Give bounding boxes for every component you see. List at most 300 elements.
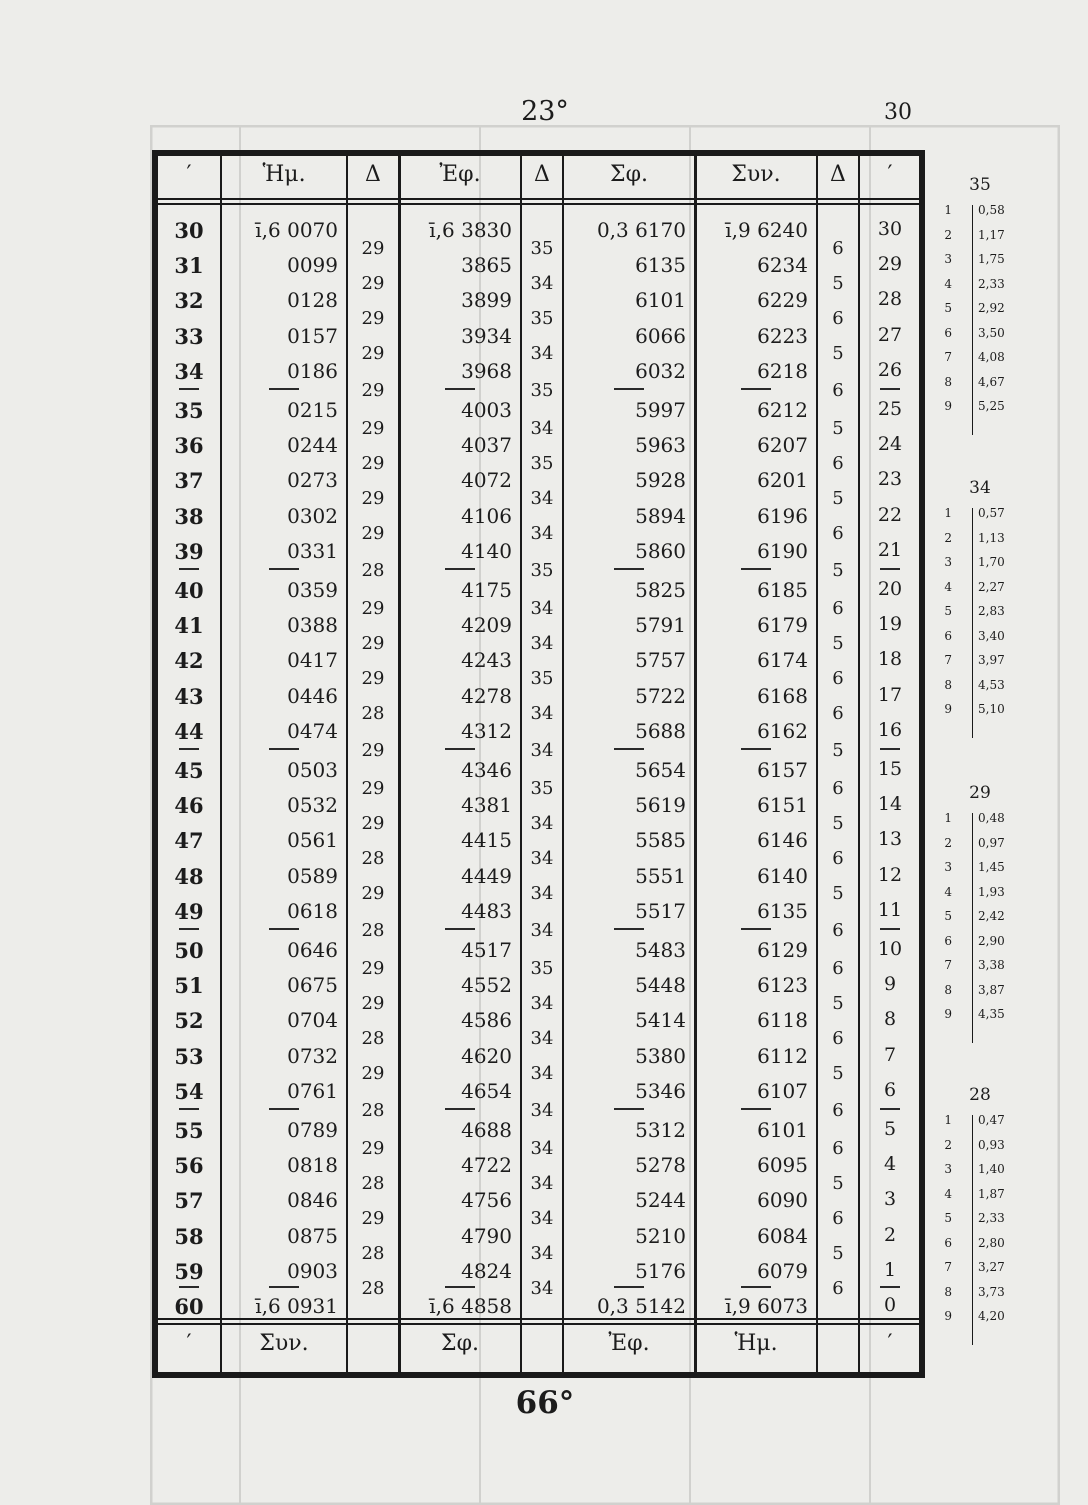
- hm-value: 0675: [287, 973, 338, 998]
- minute-label: 44: [174, 718, 204, 744]
- prop-parts-index: 5: [944, 909, 952, 923]
- prop-parts-index: 1: [944, 203, 952, 217]
- minute-label: 46: [174, 793, 204, 819]
- prop-parts-index: 5: [944, 301, 952, 315]
- diff-ef: 34: [530, 597, 554, 619]
- sf-value: 6135: [635, 253, 686, 278]
- prop-parts-index: 9: [944, 399, 952, 413]
- diff-syn: 6: [832, 523, 844, 545]
- minute-label-right: 12: [877, 863, 903, 886]
- prop-parts-index: 5: [944, 1211, 952, 1225]
- minute-label: 49: [174, 898, 204, 924]
- prop-parts-index: 3: [944, 1162, 952, 1176]
- minute-label-right: 18: [877, 648, 903, 671]
- prop-parts-bracket: [972, 813, 973, 1043]
- diff-ef: 34: [530, 1100, 554, 1122]
- page-top-angle: 23°: [521, 96, 569, 127]
- diff-syn: 5: [832, 1243, 844, 1265]
- prop-parts-index: 8: [944, 677, 952, 692]
- hm-value: 0128: [287, 288, 338, 313]
- group-separator: [445, 928, 475, 930]
- group-separator: [741, 568, 771, 570]
- diff-hm: 29: [361, 272, 385, 294]
- minute-label: 48: [174, 863, 204, 889]
- sf-value: 5244: [635, 1188, 686, 1213]
- syn-value: 6123: [757, 973, 808, 998]
- minute-label: 35: [174, 398, 204, 423]
- column-header-top: Δ: [830, 162, 846, 187]
- group-separator: [445, 1108, 475, 1110]
- minute-label-right: 21: [877, 538, 903, 561]
- hm-value: 0244: [287, 433, 338, 458]
- prop-parts-index: 7: [944, 1260, 952, 1274]
- group-separator: [445, 1286, 475, 1288]
- sf-value: 5312: [635, 1118, 686, 1142]
- hm-value: 0903: [287, 1258, 338, 1283]
- prop-parts-index: 8: [944, 374, 952, 389]
- prop-parts-index: 4: [944, 276, 952, 291]
- prop-parts-head: 28: [969, 1085, 991, 1105]
- minute-label: 41: [174, 613, 204, 639]
- diff-syn: 5: [832, 272, 844, 294]
- prop-parts-index: 3: [944, 252, 952, 266]
- diff-ef: 35: [530, 308, 554, 329]
- sf-value: 0,3 5142: [596, 1294, 686, 1318]
- diff-syn: 5: [832, 560, 844, 582]
- footer-rule: [158, 1323, 920, 1325]
- prop-parts-value: 0,58: [978, 203, 1005, 217]
- diff-syn: 5: [832, 812, 844, 834]
- ef-value: 4381: [461, 793, 512, 818]
- prop-parts-value: 3,87: [978, 982, 1005, 997]
- minute-label-right: 24: [877, 433, 903, 456]
- diff-hm: 29: [361, 343, 385, 365]
- group-separator: [880, 928, 900, 930]
- diff-ef: 34: [530, 920, 554, 942]
- minute-label-right: 10: [877, 938, 903, 960]
- prop-parts-index: 6: [944, 1235, 952, 1250]
- hm-value: 0761: [287, 1078, 338, 1103]
- syn-value: 6196: [757, 503, 808, 528]
- hm-value: 0704: [287, 1008, 338, 1033]
- ef-value: 4106: [461, 503, 512, 528]
- syn-value: 6212: [757, 398, 808, 422]
- header-rule: [158, 203, 920, 205]
- prop-parts-value: 4,53: [978, 677, 1005, 692]
- minute-label-right: 2: [883, 1223, 897, 1246]
- sf-value: 5483: [635, 938, 686, 962]
- hm-value: 0789: [287, 1118, 338, 1142]
- syn-value: ī,9 6073: [725, 1294, 808, 1318]
- column-header-bottom: Συν.: [259, 1331, 309, 1356]
- diff-ef: 34: [530, 883, 554, 905]
- syn-value: 6223: [757, 323, 808, 348]
- minute-label-right: 13: [877, 828, 903, 851]
- ef-value: 3968: [461, 358, 512, 383]
- minute-label: 50: [174, 938, 204, 963]
- ef-value: ī,6 3830: [429, 218, 512, 242]
- sf-value: 5278: [635, 1153, 686, 1178]
- prop-parts-index: 8: [944, 1284, 952, 1299]
- minute-label: 38: [174, 503, 204, 529]
- diff-ef: 34: [530, 1243, 554, 1265]
- hm-value: 0532: [287, 793, 338, 818]
- hm-value: 0618: [287, 898, 338, 923]
- minute-label: 55: [174, 1118, 204, 1143]
- minute-label-right: 8: [883, 1008, 897, 1031]
- prop-parts-value: 1,45: [978, 860, 1005, 874]
- diff-hm: 28: [361, 1100, 385, 1122]
- syn-value: 6218: [757, 358, 808, 383]
- prop-parts-value: 1,75: [978, 252, 1005, 266]
- group-separator: [880, 1108, 900, 1110]
- diff-ef: 34: [530, 1063, 554, 1085]
- group-separator: [445, 568, 475, 570]
- diff-syn: 5: [832, 632, 844, 654]
- prop-parts-index: 5: [944, 604, 952, 618]
- diff-hm: 29: [361, 417, 385, 439]
- group-separator: [179, 928, 199, 930]
- prop-parts-index: 2: [944, 1137, 952, 1152]
- group-separator: [269, 568, 299, 570]
- diff-ef: 34: [530, 1028, 554, 1049]
- prop-parts-index: 2: [944, 530, 952, 545]
- prop-parts-value: 4,35: [978, 1007, 1005, 1021]
- diff-hm: 29: [361, 957, 385, 979]
- hm-value: ī,6 0070: [255, 218, 338, 242]
- diff-syn: 6: [832, 1278, 844, 1300]
- sf-value: 6032: [635, 358, 686, 383]
- prop-parts-value: 2,80: [978, 1235, 1005, 1250]
- minute-label-right: 11: [877, 898, 903, 921]
- diff-syn: 5: [832, 1172, 844, 1194]
- diff-hm: 28: [361, 703, 385, 725]
- group-separator: [269, 1108, 299, 1110]
- diff-hm: 29: [361, 668, 385, 689]
- prop-parts-value: 1,87: [978, 1186, 1005, 1201]
- diff-syn: 5: [832, 883, 844, 905]
- sf-value: 5380: [635, 1043, 686, 1068]
- minute-label: 56: [174, 1153, 204, 1179]
- sf-value: 5654: [635, 758, 686, 782]
- ef-value: 4037: [461, 433, 512, 458]
- group-separator: [880, 568, 900, 570]
- prop-parts-bracket: [972, 1115, 973, 1345]
- sf-value: 5688: [635, 718, 686, 743]
- minute-label: 39: [174, 538, 204, 564]
- minute-label-right: 19: [877, 613, 903, 636]
- hm-value: 0732: [287, 1043, 338, 1068]
- column-header-bottom: Σφ.: [441, 1331, 479, 1356]
- header-rule: [158, 198, 920, 200]
- sf-value: 5517: [635, 898, 686, 923]
- diff-hm: 29: [361, 597, 385, 619]
- sf-value: 5860: [635, 538, 686, 563]
- diff-ef: 34: [530, 1278, 554, 1300]
- minute-label-right: 17: [877, 683, 903, 706]
- hm-value: 0186: [287, 358, 338, 383]
- hm-value: 0474: [287, 718, 338, 743]
- diff-hm: 29: [361, 777, 385, 799]
- diff-syn: 6: [832, 957, 844, 979]
- diff-syn: 6: [832, 237, 844, 259]
- sf-value: 5210: [635, 1223, 686, 1248]
- ef-value: 4449: [461, 863, 512, 888]
- prop-parts-value: 2,90: [978, 933, 1005, 948]
- minute-label-right: 15: [877, 758, 903, 780]
- minute-label-right: 5: [883, 1118, 897, 1140]
- diff-ef: 34: [530, 1172, 554, 1194]
- diff-syn: 5: [832, 740, 844, 762]
- diff-syn: 6: [832, 1137, 844, 1159]
- diff-syn: 6: [832, 597, 844, 619]
- syn-value: 6201: [757, 468, 808, 493]
- ef-value: 4312: [461, 718, 512, 743]
- sf-value: 5791: [635, 613, 686, 638]
- syn-value: 6234: [757, 253, 808, 278]
- ef-value: 3865: [461, 253, 512, 278]
- diff-hm: 29: [361, 1063, 385, 1085]
- prop-parts-index: 3: [944, 860, 952, 874]
- column-header-top: Συν.: [731, 162, 781, 187]
- minute-label-right: 0: [883, 1294, 897, 1316]
- group-separator: [741, 1108, 771, 1110]
- hm-value: 0875: [287, 1223, 338, 1248]
- syn-value: 6135: [757, 898, 808, 923]
- sf-value: 6066: [635, 323, 686, 348]
- group-separator: [269, 928, 299, 930]
- prop-parts-index: 1: [944, 506, 952, 520]
- diff-syn: 5: [832, 992, 844, 1014]
- syn-value: 6140: [757, 863, 808, 888]
- diff-hm: 28: [361, 1243, 385, 1265]
- group-separator: [179, 1108, 199, 1110]
- ef-value: 4003: [461, 398, 512, 422]
- column-header-top: Ἐφ.: [439, 162, 481, 187]
- prop-parts-index: 2: [944, 227, 952, 242]
- prop-parts-value: 0,57: [978, 506, 1005, 520]
- group-separator: [741, 388, 771, 390]
- group-separator: [179, 748, 199, 750]
- ef-value: 4688: [461, 1118, 512, 1142]
- syn-value: 6229: [757, 288, 808, 313]
- diff-hm: 29: [361, 380, 385, 402]
- minute-label: 42: [174, 648, 204, 674]
- diff-hm: 28: [361, 560, 385, 582]
- prop-parts-index: 9: [944, 1007, 952, 1021]
- minute-label: 57: [174, 1188, 204, 1214]
- prop-parts-value: 5,10: [978, 702, 1005, 716]
- diff-hm: 29: [361, 992, 385, 1014]
- sf-value: 5894: [635, 503, 686, 528]
- hm-value: 0215: [287, 398, 338, 422]
- group-separator: [179, 568, 199, 570]
- minute-label: 60: [174, 1294, 204, 1319]
- diff-ef: 34: [530, 740, 554, 762]
- minute-label-right: 25: [877, 398, 903, 420]
- column-header-top: Δ: [365, 162, 381, 187]
- minute-label-right: 29: [877, 253, 903, 276]
- diff-hm: 29: [361, 308, 385, 329]
- diff-ef: 34: [530, 1137, 554, 1159]
- sf-value: 5928: [635, 468, 686, 493]
- prop-parts-value: 0,97: [978, 835, 1005, 850]
- ef-value: 4654: [461, 1078, 512, 1103]
- minute-label: 37: [174, 468, 204, 494]
- minute-label: 40: [174, 578, 204, 603]
- ef-value: 4415: [461, 828, 512, 853]
- minute-label: 51: [174, 973, 204, 999]
- sf-value: 5619: [635, 793, 686, 818]
- group-separator: [179, 388, 199, 390]
- diff-syn: 6: [832, 920, 844, 942]
- prop-parts-value: 2,27: [978, 579, 1005, 594]
- minute-label: 33: [174, 323, 204, 349]
- diff-hm: 28: [361, 1278, 385, 1300]
- diff-ef: 35: [530, 237, 554, 259]
- syn-value: 6079: [757, 1258, 808, 1283]
- prop-parts-index: 8: [944, 982, 952, 997]
- diff-ef: 35: [530, 777, 554, 799]
- diff-syn: 5: [832, 343, 844, 365]
- column-header-bottom: ′: [186, 1331, 192, 1356]
- prop-parts-index: 4: [944, 579, 952, 594]
- sf-value: 5414: [635, 1008, 686, 1033]
- diff-ef: 34: [530, 272, 554, 294]
- group-separator: [741, 1286, 771, 1288]
- minute-label: 52: [174, 1008, 204, 1034]
- group-separator: [614, 388, 644, 390]
- ef-value: 4620: [461, 1043, 512, 1068]
- group-separator: [614, 1286, 644, 1288]
- prop-parts-value: 2,92: [978, 301, 1005, 315]
- sf-value: 5722: [635, 683, 686, 708]
- prop-parts-value: 2,83: [978, 604, 1005, 618]
- syn-value: 6151: [757, 793, 808, 818]
- syn-value: 6112: [757, 1043, 808, 1068]
- diff-hm: 28: [361, 1028, 385, 1049]
- ef-value: 3899: [461, 288, 512, 313]
- prop-parts-value: 4,67: [978, 374, 1005, 389]
- group-separator: [445, 388, 475, 390]
- group-separator: [179, 1286, 199, 1288]
- hm-value: 0561: [287, 828, 338, 853]
- prop-parts-index: 7: [944, 653, 952, 667]
- hm-value: 0589: [287, 863, 338, 888]
- sf-value: 5997: [635, 398, 686, 422]
- ef-value: 4175: [461, 578, 512, 602]
- ef-value: 4072: [461, 468, 512, 493]
- prop-parts-index: 1: [944, 811, 952, 825]
- hm-value: ī,6 0931: [255, 1294, 338, 1318]
- diff-syn: 6: [832, 1100, 844, 1122]
- prop-parts-head: 29: [969, 783, 991, 803]
- column-header-top: Σφ.: [610, 162, 648, 187]
- diff-hm: 29: [361, 237, 385, 259]
- minute-label-right: 6: [883, 1078, 897, 1101]
- prop-parts-index: 9: [944, 702, 952, 716]
- ef-value: 4209: [461, 613, 512, 638]
- diff-ef: 34: [530, 1208, 554, 1229]
- diff-syn: 6: [832, 308, 844, 329]
- hm-value: 0331: [287, 538, 338, 563]
- group-separator: [614, 748, 644, 750]
- minute-label: 58: [174, 1223, 204, 1249]
- prop-parts-index: 1: [944, 1113, 952, 1127]
- prop-parts-index: 6: [944, 325, 952, 340]
- hm-value: 0388: [287, 613, 338, 638]
- column-header-bottom: Ἡμ.: [734, 1331, 778, 1356]
- diff-ef: 34: [530, 703, 554, 725]
- minute-label: 36: [174, 433, 204, 459]
- hm-value: 0846: [287, 1188, 338, 1213]
- ef-value: 3934: [461, 323, 512, 348]
- group-separator: [741, 748, 771, 750]
- syn-value: 6157: [757, 758, 808, 782]
- diff-hm: 28: [361, 920, 385, 942]
- prop-parts-value: 4,08: [978, 350, 1005, 364]
- prop-parts-value: 3,38: [978, 958, 1005, 972]
- diff-ef: 35: [530, 380, 554, 402]
- prop-parts-value: 4,20: [978, 1309, 1005, 1323]
- hm-value: 0099: [287, 253, 338, 278]
- hm-value: 0359: [287, 578, 338, 602]
- column-header-top: ′: [186, 162, 192, 187]
- minute-label: 45: [174, 758, 204, 783]
- column-header-top: ′: [887, 162, 893, 187]
- ef-value: ī,6 4858: [429, 1294, 512, 1318]
- prop-parts-value: 0,48: [978, 811, 1005, 825]
- prop-parts-value: 3,97: [978, 653, 1005, 667]
- page-number: 30: [884, 100, 912, 125]
- column-header-bottom: Ἐφ.: [608, 1331, 650, 1356]
- diff-ef: 34: [530, 488, 554, 509]
- hm-value: 0503: [287, 758, 338, 782]
- minute-label-right: 22: [877, 503, 903, 526]
- syn-value: 6101: [757, 1118, 808, 1142]
- sf-value: 5963: [635, 433, 686, 458]
- diff-hm: 29: [361, 740, 385, 762]
- hm-value: 0446: [287, 683, 338, 708]
- diff-ef: 34: [530, 343, 554, 365]
- minute-label-right: 30: [877, 218, 903, 240]
- prop-parts-index: 4: [944, 1186, 952, 1201]
- diff-ef: 34: [530, 417, 554, 439]
- syn-value: 6090: [757, 1188, 808, 1213]
- group-separator: [269, 748, 299, 750]
- group-separator: [741, 928, 771, 930]
- group-separator: [614, 568, 644, 570]
- syn-value: 6107: [757, 1078, 808, 1103]
- prop-parts-value: 3,40: [978, 628, 1005, 643]
- prop-parts-bracket: [972, 205, 973, 435]
- syn-value: 6185: [757, 578, 808, 602]
- minute-label: 43: [174, 683, 204, 709]
- syn-value: 6168: [757, 683, 808, 708]
- minute-label-right: 3: [883, 1188, 897, 1211]
- prop-parts-value: 3,50: [978, 325, 1005, 340]
- minute-label: 53: [174, 1043, 204, 1069]
- syn-value: 6162: [757, 718, 808, 743]
- footer-rule: [158, 1318, 920, 1320]
- syn-value: 6190: [757, 538, 808, 563]
- syn-value: 6095: [757, 1153, 808, 1178]
- column-header-bottom: ′: [887, 1331, 893, 1356]
- minute-label-right: 26: [877, 358, 903, 381]
- prop-parts-head: 34: [969, 478, 991, 498]
- diff-hm: 29: [361, 523, 385, 545]
- minute-label: 34: [174, 358, 204, 384]
